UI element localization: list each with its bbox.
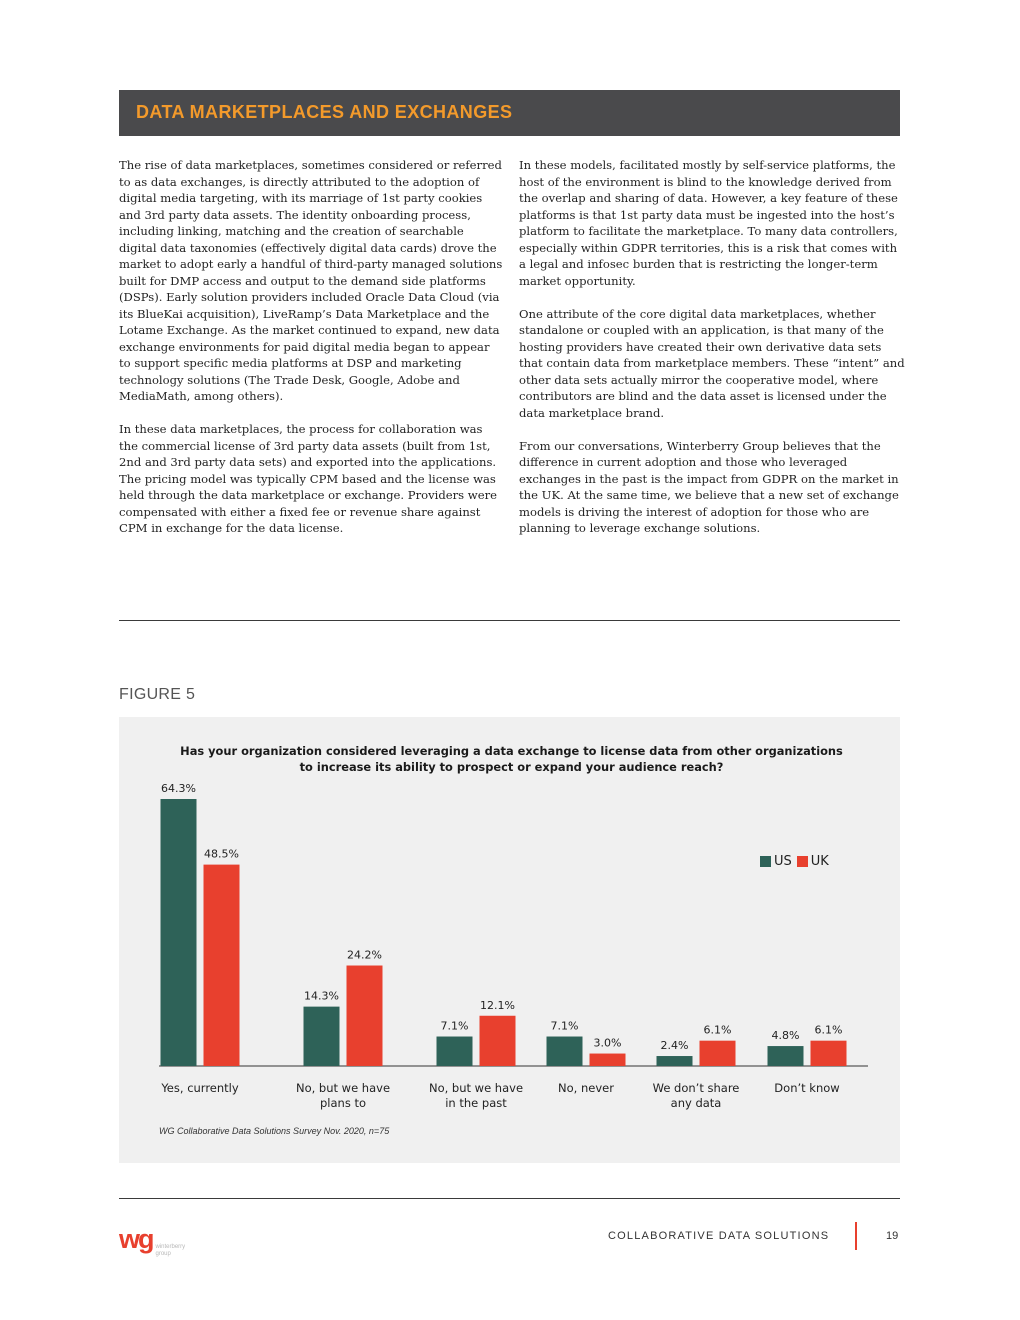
legend-item-us [760, 854, 792, 869]
bar-us [304, 1007, 340, 1066]
data-label: 14.3% [304, 989, 339, 1003]
section-banner [119, 90, 900, 136]
logo-subtext: winterberry group [155, 1244, 186, 1257]
footer-divider [119, 1198, 900, 1199]
category-label: in the past [445, 1096, 507, 1110]
category-label: We don’t share [652, 1081, 740, 1095]
legend-swatch-uk [797, 856, 808, 867]
bar-chart [119, 717, 900, 1163]
bar-uk [590, 1054, 626, 1066]
bar-us [768, 1046, 804, 1066]
paragraph: In these data marketplaces, the process for collaboration was the commercial license of 3rd party data assets (built from 1st, 2nd and 3rd party data sets) and exported into the applications. The pricing model was typically CPM based and the license was held through the data marketplace or exchange. Providers were compensated with either a fixed fee or revenue share against CPM in exchange for the data license. [119, 422, 497, 535]
body-column-right [519, 157, 905, 553]
category-label: any data [670, 1096, 722, 1110]
paragraph: One attribute of the core digital data marketplaces, whether standalone or coupled with an application, is that many of the hosting providers have created their own derivative data sets that contain data from marketplace members. These “intent” and other data sets actually mirror the cooperative model, where contributors are blind and the data asset is licensed under the data marketplace brand. [519, 306, 905, 420]
bar-uk [811, 1041, 847, 1066]
category-label: No, but we have [428, 1081, 524, 1095]
data-label: 4.8% [771, 1029, 800, 1043]
data-label: 3.0% [593, 1036, 622, 1050]
divider [119, 620, 900, 621]
section-title: DATA MARKETPLACES AND EXCHANGES [136, 102, 513, 122]
bar-uk [480, 1016, 516, 1066]
data-label: 48.5% [204, 847, 239, 861]
wg-logo [119, 1224, 192, 1258]
legend-label: UK [810, 854, 829, 869]
footer-accent-bar [855, 1222, 857, 1250]
legend-item-uk [797, 854, 829, 869]
bar-uk [700, 1041, 736, 1066]
footer-title: COLLABORATIVE DATA SOLUTIONS [608, 1230, 830, 1242]
bar-uk [204, 865, 240, 1066]
data-label: 12.1% [480, 998, 515, 1012]
category-label: No, but we have [295, 1081, 391, 1095]
bar-us [161, 799, 197, 1066]
body-column-left [119, 157, 503, 553]
paragraph: The rise of data marketplaces, sometimes considered or referred to as data exchanges, is directly attributed to the adoption of digital media targeting, with its marriage of 1st party cookies and 3rd party data assets. The identity onboarding process, including linking, matching and the creation of searchable digital data taxonomies (effectively digital data cards) drove the market to adopt early a handful of third-party managed solutions built for DMP access and output to the demand side platforms (DSPs). Early solution providers included Oracle Data Cloud (via its BlueKai acquisition), LiveRamp’s Data Marketplace and the Lotame Exchange. As the market continued to expand, new data exchange environments for paid digital media began to appear to support specific media platforms at DSP and marketing technology solutions (The Trade Desk, Google, Adobe and MediaMath, among others). [119, 158, 503, 403]
paragraph: From our conversations, Winterberry Group believes that the difference in current adoption and those who leveraged exchanges in the past is the impact from GDPR on the market in the UK. At the same time, we believe that a new set of exchange models is driving the interest of adoption for those who are planning to leverage exchange solutions. [519, 438, 899, 535]
category-label: plans to [319, 1096, 367, 1110]
page-number: 19 [886, 1230, 899, 1242]
legend-label: US [774, 854, 792, 869]
bar-uk [347, 966, 383, 1066]
bar-us [657, 1056, 693, 1066]
chart-source: WG Collaborative Data Solutions Survey Nov. 2020, n=75 [159, 1126, 390, 1136]
bar-us [547, 1037, 583, 1066]
data-label: 7.1% [440, 1019, 469, 1033]
chart-title: Has your organization considered leveraging a data exchange to license data from other organizations to increase its ability to prospect or expand your audience reach? [180, 744, 843, 774]
category-label: Yes, currently [161, 1081, 239, 1095]
category-label: Don’t know [774, 1081, 840, 1095]
data-label: 64.3% [161, 782, 196, 795]
data-label: 6.1% [703, 1023, 732, 1037]
chart-legend [760, 854, 834, 869]
chart-panel [119, 717, 900, 1163]
category-label: No, never [558, 1081, 614, 1095]
data-label: 2.4% [660, 1039, 689, 1053]
figure-label: FIGURE 5 [119, 686, 196, 703]
data-label: 7.1% [550, 1019, 579, 1033]
legend-swatch-us [760, 856, 771, 867]
logo-mark: wg [119, 1224, 153, 1254]
data-label: 24.2% [347, 948, 382, 962]
bar-us [437, 1037, 473, 1066]
paragraph: In these models, facilitated mostly by self-service platforms, the host of the environment is blind to the knowledge derived from the overlap and sharing of data. However, a key feature of these platforms is that 1st party data must be ingested into the host’s platform to facilitate the marketplace. To many data controllers, especially within GDPR territories, this is a risk that comes with a legal and infosec burden that is restricting the longer-term market opportunity. [519, 158, 898, 288]
data-label: 6.1% [814, 1023, 843, 1037]
